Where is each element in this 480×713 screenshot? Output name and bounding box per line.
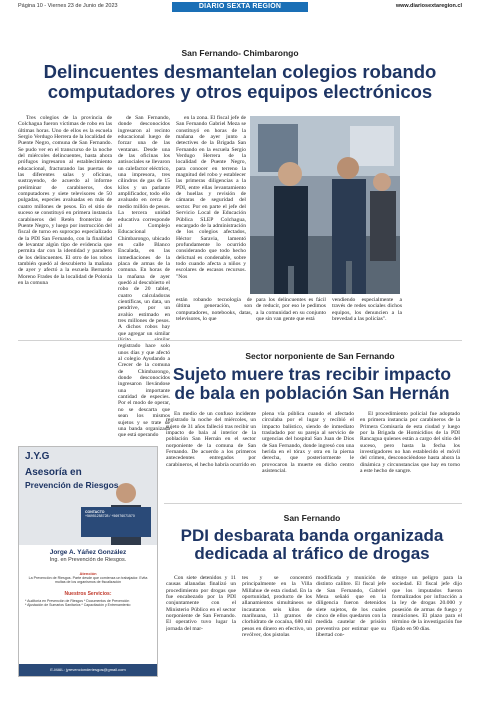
advertisement[interactable] xyxy=(18,446,158,677)
ad-email[interactable]: E-MAIL: jyrevencionderiesgos@gmail.com xyxy=(19,664,157,676)
ad-contact-box xyxy=(81,507,151,537)
article3-headline: PDI desbarata banda organizada dedicada al tráfico de drogas xyxy=(180,526,444,564)
ad-role: Ing. en Prevención de Riesgos. xyxy=(49,557,127,563)
article3-col1: Con siete detenidos y 11 causas allanadas finalizó un procedimiento por drogas que fue encabezado por la PDI conjuntamente con el Ministerio Público en el sector norponiente de San Fernando. El operativo tuvo lugar la jornada del mar- xyxy=(166,575,236,632)
ad-attention: Atención xyxy=(79,571,97,576)
article-photo xyxy=(250,116,400,294)
ad-body xyxy=(19,545,157,610)
article2-col3: El procedimiento policial fue adoptado en primera instancia por carabineros de la Primera Comisaría de esta ciudad y luego por la Brigada de Homicidios de la PDI Rancagua quienes están a cargo del sitio del suceso, pero hasta la fecha los investigadores no han establecido el móvil del crimen, desconociéndose hasta ahora la dinámica y circunstancias que hay en torno a este hecho de sangre. xyxy=(360,411,460,475)
ad-services-title: Nuestros Servicios: xyxy=(64,590,112,597)
police-photo-illustration xyxy=(250,116,400,294)
article1-col-a: Tres colegios de la provincia de Colchagua fueron víctimas de robo en las últimas horas. Uno de ellos es la escuela Sergio Verdugo Herrera de la localidad de Puente Negro, comuna de San Fernando. Se pudo ver en el transcurso de la noche del miércoles delincuentes, hasta ahora prófugos ingresaron al establecimiento educacional, fracturando las puertas de las diferentes salas y oficinas, sustrayendo, de acuerdo al informe preliminar de carabineros, dos computadores y siete televisores de 50 pulgadas, especies avaluadas en más de cuatro millones de pesos. En el sitio de suceso se constituyó en primera instancia carabineros del Retén fronterizo de Puente Negro, y luego por instrucción del fiscal de turno en suprocpo especializado de la PDI San Fernando, con la finalidad de levantar algún tipo de evidencia que permita dar con la identidad y paradero de los delincuentes. El otro de los robos también quedó al descubierto la mañana de ayer y afectó a la escuela Bernardo Moreno Frades de la localidad de Polonia en la comuna xyxy=(18,115,112,286)
ad-service-item: * Ajustación de Sumarios Sanitarios * Capacitación y Entrenamiento xyxy=(25,603,131,608)
article2-headline: Sujeto muere tras recibir impacto de bala en población San Hernán xyxy=(172,364,452,403)
page-info: Página 10 - Viernes 23 de Junio de 2023 xyxy=(18,3,118,9)
article2-col2: plena vía pública cuando el afectado circulaba por el lugar y recibió el impacto balístico, siendo de inmediato trasladado por su pareja al servicio de urgencias del hospital San Juan de Dios de San Fernando, donde ingresó con una herida en el tórax y otra en la pierna derecha, que posteriormente le provocaron la muerte en dicho centro asistencial. xyxy=(262,411,354,475)
ad-banner xyxy=(19,447,157,545)
article1-col-b: de San Fernando, donde desconocidos ingresaron al recinto educacional luego de forzar una de las ventanas. Desde una de las oficinas los antisociales se llevaron un calefactor eléctrico, una impresora, tres cilindros de gas de 15 kilos y un parlante amplificador, todo ello avaluado en cerca de medio millón de pesos. La tercera unidad educativa corresponde al Complejo Educacional Chimbarongo, ubicado en calle Blanco Encalada, en las inmediaciones de la placa de armas de la comuna. En horas de la mañana de ayer quedó al descubierto el robo de 20 tablet, cuatro calculadoras científicas, un data, un pendrive, por un avalúo estimado en tres millones de pesos. A dichos robos hay que agregar un similar registrado hace solo unos días y que afectó al colegio Ayudando a Crecer de la comuna de Chimbarongo, donde desconocidos ingresaron llevándose una importante cantidad de especies. Por el modo de operar, no se descarta que sean los mismos sujetos y se trate de una banda organizada que está operando xyxy=(118,115,170,439)
ad-brand: J.Y.G xyxy=(25,451,50,462)
ad-contact-phones[interactable]: +56951258728 / +56976071570 xyxy=(85,514,135,519)
ad-services-list xyxy=(19,597,157,610)
ad-note: La Prevención de Riesgos. Parte desde que comienza un trabajador. Evita multas de los organismos de fiscalización xyxy=(28,576,148,585)
article1-col-e: para los delincuentes es fácil de reducir, por eso le pedimos a la comunidad en su conjunto que sin van gente que está xyxy=(256,297,326,323)
ad-title-line1: Asesoría en xyxy=(25,467,82,478)
article1-col-c: en la zona. El fiscal jefe de San Fernando Gabriel Meza se constituyó en horas de la mañana de ayer junto a detectives de la Brigada San Fernando en la escuela Sergio Verdugo Herrera de la localidad de Puente Negro, para conocer en terreno la magnitud del robo y establecer las primeras diligencias a la PDI, entre ellas levantamiento de huellas y revisión de cámaras de seguridad del sector. Por en parte el jefe del Servicio Local de Educación Pública SLEP Colchagua, encargado de la administración de los colegios afectados, Héctor Saravia, lamentó profundamente lo ocurrido considerando que todo hecho delictual es condenable, sobre todo cuando afecta a niños y escolares de escasos recursos. "Nos xyxy=(176,115,246,280)
divider-2 xyxy=(164,503,462,504)
article2-col1: En medio de un confuso incidente registrado la noche del miércoles, un sujeto de 31 años falleció tras recibir un impacto de bala al interior de la población San Hernán en el sector norponiente de la comuna de San Fernando. De acuerdo a los primeros antecedentes entregados por carabineros, el hecho habría ocurrido en xyxy=(166,411,256,468)
ad-title-line2: Prevención de Riesgos xyxy=(25,480,119,490)
article1-col-d: están robando tecnología de última generación, son computadores, notebooks, datas, televisores, lo que xyxy=(176,297,252,323)
masthead: DIARIO SEXTA REGIÓN xyxy=(172,2,308,12)
article2-kicker: Sector norponiente de San Fernando xyxy=(245,351,395,361)
site-url[interactable]: www.diariosextaregion.cl xyxy=(395,3,462,9)
article3-col4: stituye un peligro para la sociedad. El fiscal jefe dijo que los imputados fueron formalizados por infracción a la ley de drogas 20.000 y posesión de armas de fuego y municiones. El plazo para el término de la investigación fue fijado en 90 días. xyxy=(392,575,462,632)
article1-col-f: vendiendo especialmente a través de redes sociales dichos equipos, los denuncien a la brevedad a las policías". xyxy=(332,297,402,323)
ad-name: Jorge A. Yáñez González xyxy=(49,549,127,556)
divider-1 xyxy=(18,340,462,341)
article1-kicker: San Fernando- Chimbarongo xyxy=(181,48,299,58)
page-header xyxy=(0,0,480,14)
article3-col3: modificada y munición de distinto calibre. El fiscal jefe de San Fernando, Gabriel Meza señaló que en la diligencia fueron detenidos siete sujetos, de los cuales cinco de ellos quedaron con la medida cautelar de prisión preventiva por estimar que su libertad con- xyxy=(316,575,386,639)
article1-headline: Delincuentes desmantelan colegios robando computadores y otros equipos electrónicos xyxy=(43,61,437,102)
article3-col2: tes y se concentró principalmente en la Villa Millahue de esta ciudad. En la oportunidad, producto de los allanamientos simultáneos se incautaron seis kilos de marihuana, 13 gramos de clorhidrato de cocaína, 680 mil pesos en dinero en efectivo, un revólver, dos pistolas xyxy=(242,575,312,639)
ad-contact-label: CONTACTO xyxy=(85,510,105,514)
ad-service-item: * Auditoría en Prevención de Riesgos * Documentos de Prevención xyxy=(25,598,130,603)
article3-kicker: San Fernando xyxy=(283,513,341,523)
